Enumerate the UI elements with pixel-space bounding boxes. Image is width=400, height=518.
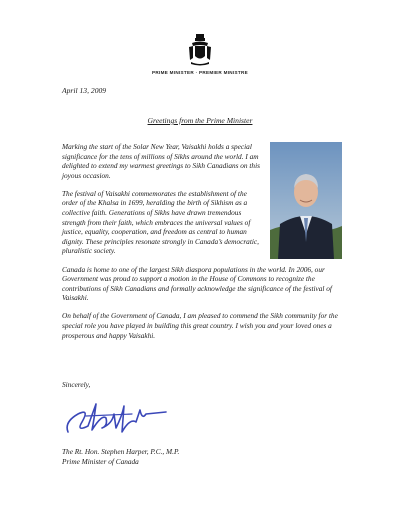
letter-closing: Sincerely, <box>62 380 91 389</box>
signer-block <box>62 447 179 466</box>
paragraph-4: On behalf of the Government of Canada, I am pleased to commend the Sikh community for the special role you have played in building this great country. I wish you and your loved ones a prosperous and happy Vaisakhi. <box>62 311 338 340</box>
portrait-photo <box>270 142 342 259</box>
letter-date: April 13, 2009 <box>62 86 107 95</box>
office-title: PRIME MINISTER · PREMIER MINISTRE <box>152 70 248 75</box>
signer-name: The Rt. Hon. Stephen Harper, P.C., M.P. <box>62 447 180 456</box>
paragraph-3: Canada is home to one of the largest Sikh diaspora populations in the world. In 2006, our Government was proud to support a motion in the House of Commons to recognize the contributions of Sikh Canadians and formally acknowledge the significance of the festival of Vaisakhi. <box>62 264 332 303</box>
portrait-photo-frame <box>270 142 342 259</box>
letter-body <box>62 142 342 349</box>
letter-heading: Greetings from the Prime Minister <box>147 116 253 125</box>
coat-of-arms-icon <box>186 34 214 66</box>
paragraph-2: The festival of Vaisakhi commemorates the establishment of the order of the Khalsa in 1699, heralding the birth of Sikhism as a collective faith. Generations of Sikhs have drawn tremendous strength from their faith, which embraces the universal values of justice, equality, cooperation, and freedom as central to human dignity. These principles resonate strongly in Canada’s democratic, pluralistic society. <box>62 188 259 256</box>
signer-title: Prime Minister of Canada <box>62 456 139 466</box>
paragraph-1: Marking the start of the Solar New Year, Vaisakhi holds a special significance for the tens of millions of Sikhs around the world. I am delighted to extend my warmest greetings to Sikh Canadians on this joyous occasion. <box>62 142 260 180</box>
handwritten-signature <box>62 392 172 444</box>
